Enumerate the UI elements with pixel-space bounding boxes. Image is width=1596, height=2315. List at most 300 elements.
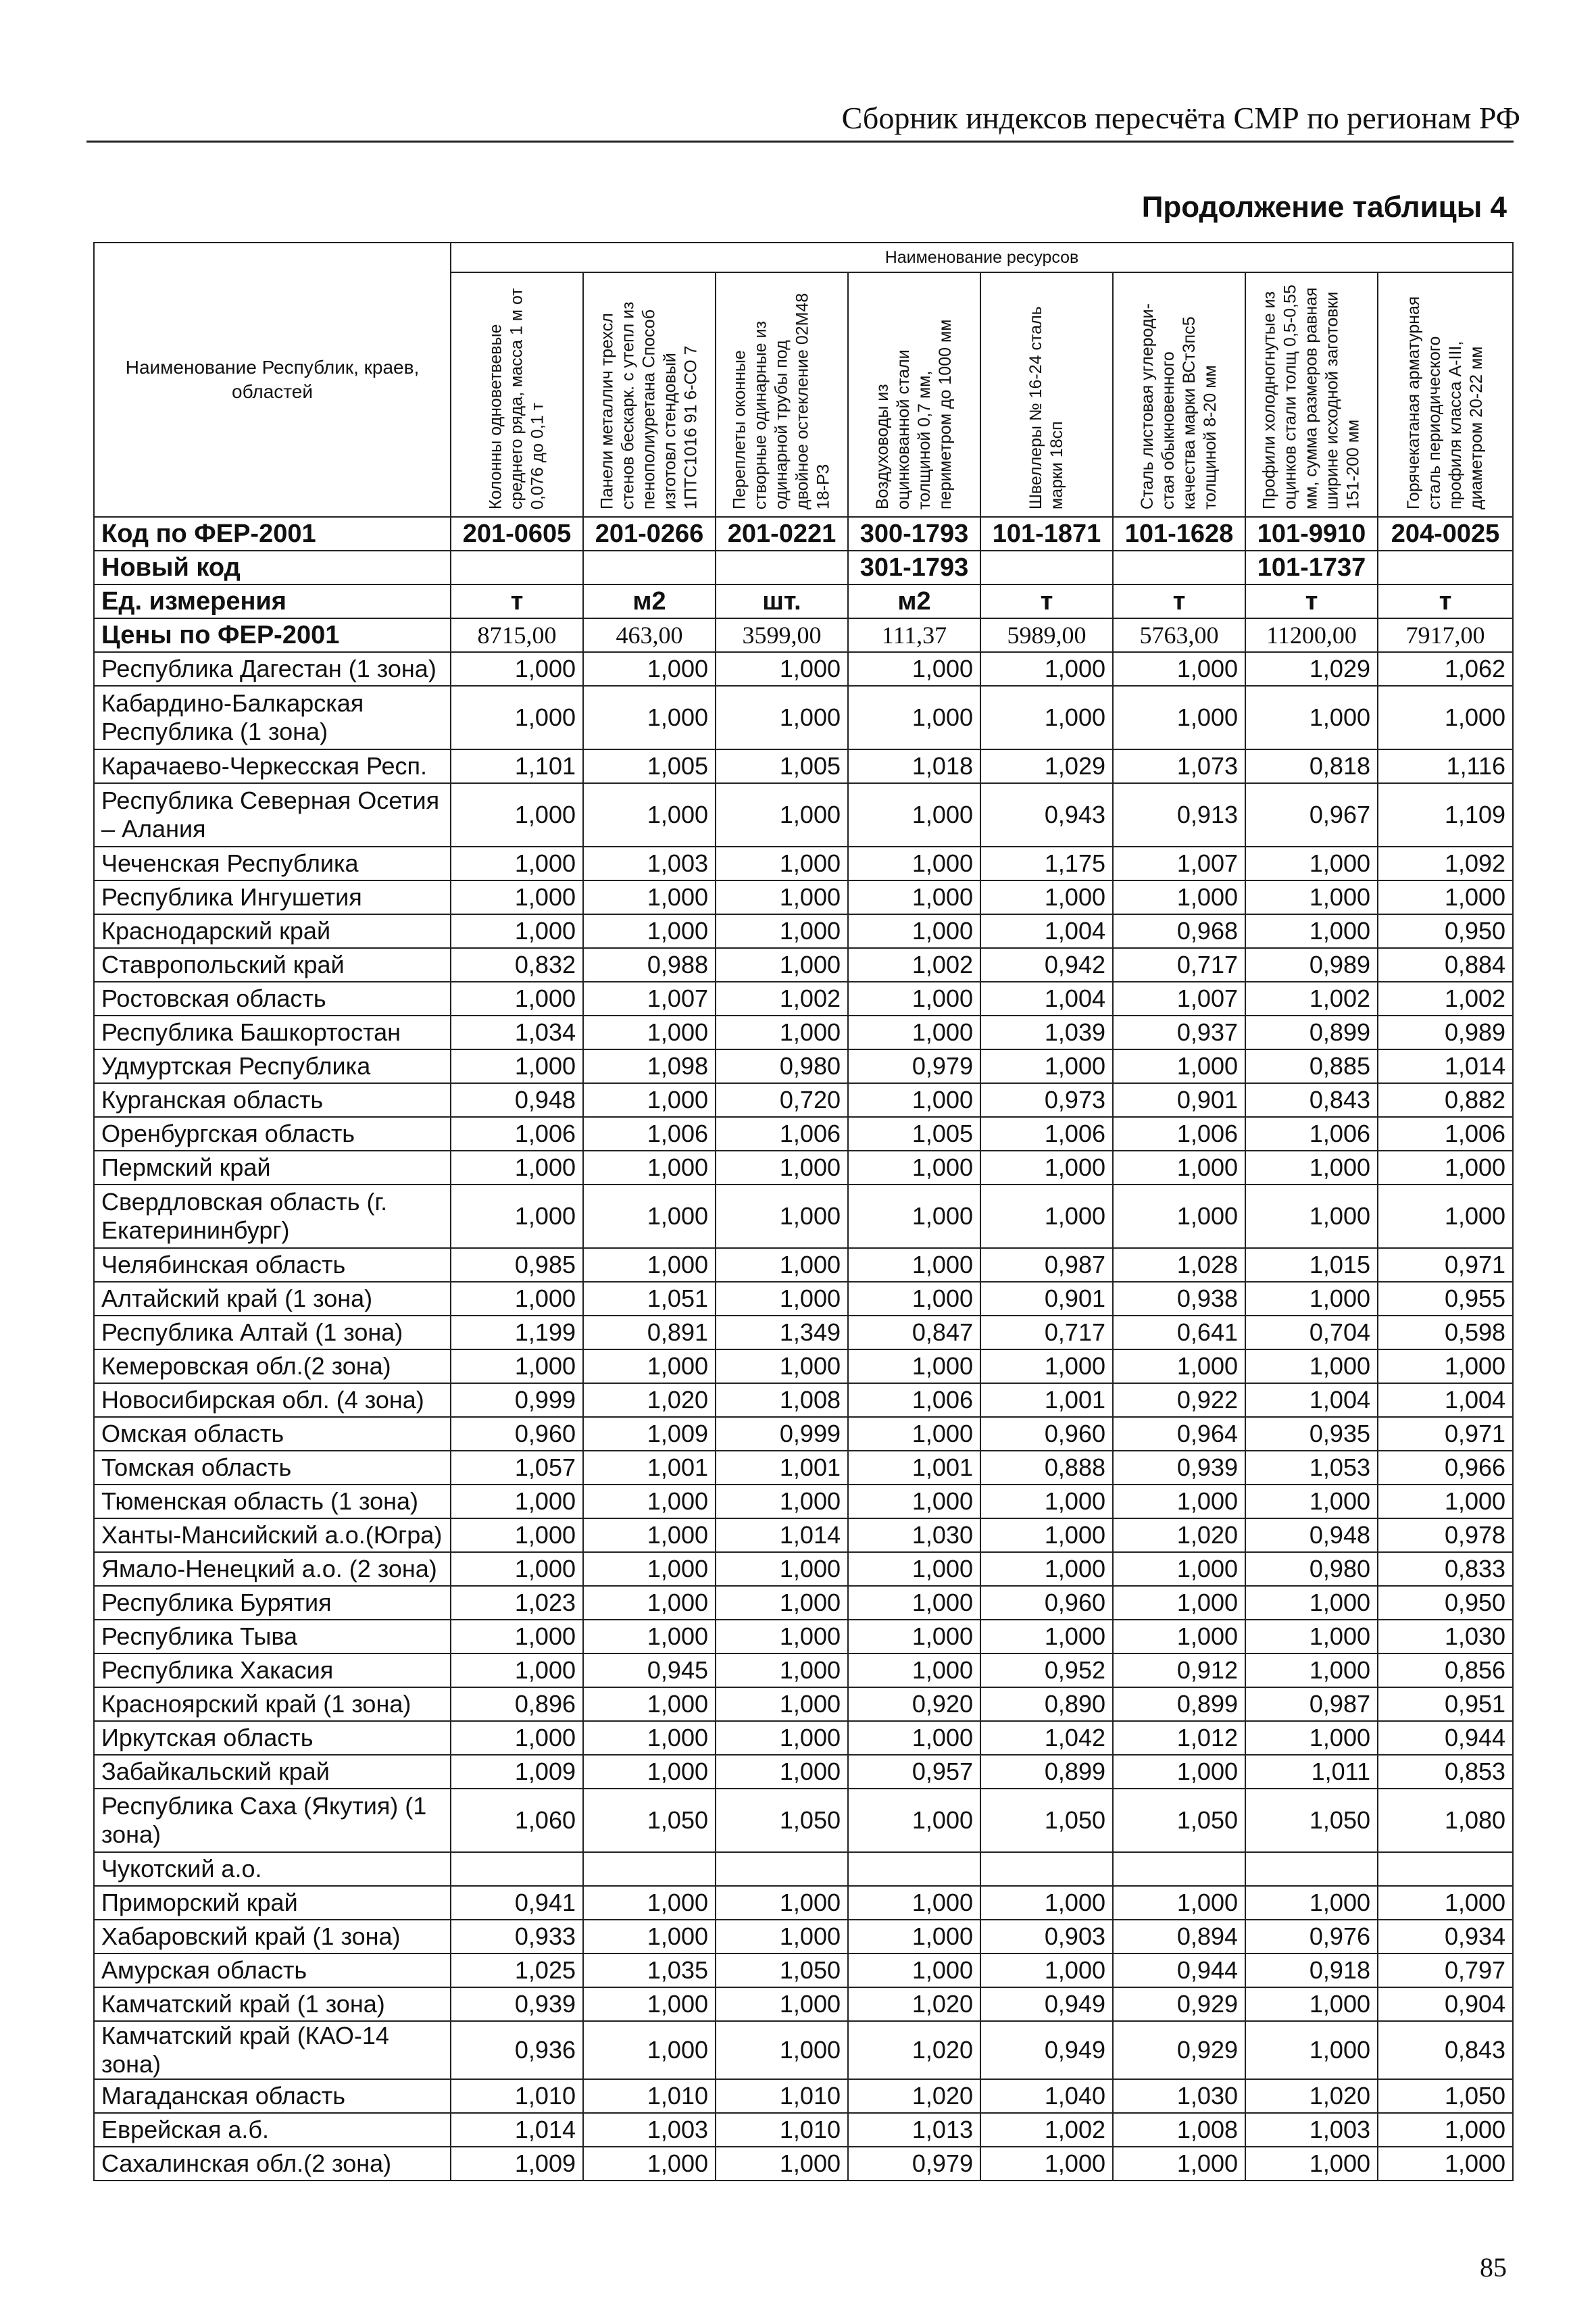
value-cell: 1,029 <box>1245 652 1378 686</box>
table-row <box>94 1049 1513 1083</box>
value-cell: 1,000 <box>848 1083 980 1117</box>
value-cell: 0,939 <box>451 1987 583 2021</box>
value-cell: 1,000 <box>583 1485 716 1518</box>
table-row <box>94 1518 1513 1552</box>
value-cell: 1,010 <box>716 2113 848 2147</box>
value-cell: 1,000 <box>716 1185 848 1248</box>
value-cell: 0,598 <box>1378 1316 1513 1349</box>
value-cell: 1,028 <box>1113 1248 1245 1282</box>
value-cell: 0,720 <box>716 1083 848 1117</box>
value-cell: 1,000 <box>583 1920 716 1953</box>
value-cell: 0,938 <box>1113 1282 1245 1316</box>
value-cell: 1,000 <box>1113 1586 1245 1620</box>
unit-cell: т <box>1113 584 1245 618</box>
value-cell: 1,000 <box>1245 880 1378 914</box>
value-cell <box>451 1852 583 1886</box>
value-cell: 1,004 <box>1378 1383 1513 1417</box>
value-cell: 1,030 <box>848 1518 980 1552</box>
value-cell: 1,000 <box>1378 1349 1513 1383</box>
value-cell: 1,035 <box>583 1953 716 1987</box>
value-cell: 0,960 <box>980 1417 1113 1451</box>
value-cell: 1,101 <box>451 749 583 783</box>
value-cell: 1,000 <box>848 1953 980 1987</box>
value-cell: 1,040 <box>980 2079 1113 2113</box>
region-name-cell: Иркутская область <box>94 1721 451 1755</box>
column-header-text: Горячекатаная арматурная сталь периодического профиля класса А-III, диаметром 20-22 мм <box>1404 296 1487 509</box>
value-cell: 0,704 <box>1245 1316 1378 1349</box>
table-row <box>94 847 1513 880</box>
value-cell: 0,922 <box>1113 1383 1245 1417</box>
price-cell: 5763,00 <box>1113 618 1245 652</box>
value-cell: 1,051 <box>583 1282 716 1316</box>
region-name-cell: Камчатский край (КАО-14 зона) <box>94 2021 451 2079</box>
price-cell: 111,37 <box>848 618 980 652</box>
value-cell: 1,001 <box>848 1451 980 1485</box>
value-cell: 1,020 <box>1113 1518 1245 1552</box>
value-cell: 1,000 <box>848 686 980 749</box>
value-cell: 1,000 <box>1113 1349 1245 1383</box>
region-name-cell: Республика Дагестан (1 зона) <box>94 652 451 686</box>
table-row <box>94 1485 1513 1518</box>
value-cell: 1,000 <box>980 1485 1113 1518</box>
value-cell: 1,000 <box>1378 1485 1513 1518</box>
value-cell: 1,000 <box>980 1886 1113 1920</box>
value-cell: 0,979 <box>848 1049 980 1083</box>
value-cell: 1,000 <box>451 847 583 880</box>
region-name-cell: Красноярский край (1 зона) <box>94 1687 451 1721</box>
value-cell: 1,000 <box>451 880 583 914</box>
value-cell: 1,000 <box>1113 1886 1245 1920</box>
value-cell: 1,010 <box>716 2079 848 2113</box>
value-cell: 0,920 <box>848 1687 980 1721</box>
value-cell: 1,050 <box>1113 1789 1245 1852</box>
value-cell: 1,000 <box>451 914 583 948</box>
column-header-text: Переплеты оконные створные одинарные из одинарной трубы под двойное остекление 02М48 18-РЗ <box>730 293 833 509</box>
value-cell: 1,000 <box>1113 2147 1245 2181</box>
value-cell: 1,014 <box>1378 1049 1513 1083</box>
value-cell: 0,882 <box>1378 1083 1513 1117</box>
value-cell: 1,004 <box>980 914 1113 948</box>
column-header-text: Панели металлич трехсл стенов бескарк. с утепл из пенополиуретана Способ изготовл стендовый 1ПТС1016 91 6-СО 7 <box>597 301 701 509</box>
region-name-cell: Ставропольский край <box>94 948 451 982</box>
column-header-cell <box>1245 272 1378 517</box>
row-header-cell: Наименование Республик, краев, областей <box>94 243 451 517</box>
region-name-cell: Республика Северная Осетия – Алания <box>94 783 451 847</box>
value-cell: 0,948 <box>451 1083 583 1117</box>
value-cell: 1,000 <box>848 1485 980 1518</box>
value-cell: 1,000 <box>716 1653 848 1687</box>
value-cell: 1,000 <box>848 1151 980 1185</box>
value-cell: 0,960 <box>451 1417 583 1451</box>
value-cell: 1,000 <box>451 1049 583 1083</box>
value-cell: 0,944 <box>1113 1953 1245 1987</box>
code-cell: 101-1871 <box>980 517 1113 551</box>
value-cell: 0,952 <box>980 1653 1113 1687</box>
value-cell: 1,050 <box>1378 2079 1513 2113</box>
region-name-cell: Республика Бурятия <box>94 1586 451 1620</box>
value-cell: 1,000 <box>1113 652 1245 686</box>
value-cell: 1,000 <box>980 652 1113 686</box>
table-row <box>94 2079 1513 2113</box>
unit-cell: м2 <box>848 584 980 618</box>
value-cell: 1,000 <box>848 847 980 880</box>
value-cell: 1,014 <box>451 2113 583 2147</box>
region-name-cell: Хабаровский край (1 зона) <box>94 1920 451 1953</box>
value-cell: 1,000 <box>716 652 848 686</box>
value-cell: 1,073 <box>1113 749 1245 783</box>
value-cell: 1,000 <box>848 1721 980 1755</box>
value-cell: 0,818 <box>1245 749 1378 783</box>
value-cell: 1,000 <box>1245 1185 1378 1248</box>
value-cell: 1,005 <box>716 749 848 783</box>
value-cell: 0,904 <box>1378 1987 1513 2021</box>
value-cell: 0,989 <box>1245 948 1378 982</box>
value-cell: 1,000 <box>1245 1485 1378 1518</box>
code-cell: 101-1628 <box>1113 517 1245 551</box>
region-name-cell: Оренбургская область <box>94 1117 451 1151</box>
code-cell: 201-0221 <box>716 517 848 551</box>
index-table <box>93 242 1514 2181</box>
value-cell: 0,988 <box>583 948 716 982</box>
region-name-cell: Алтайский край (1 зона) <box>94 1282 451 1316</box>
value-cell: 0,989 <box>1378 1016 1513 1049</box>
value-cell: 1,000 <box>1113 686 1245 749</box>
new-code-cell <box>1113 551 1245 584</box>
value-cell: 1,005 <box>583 749 716 783</box>
table-row <box>94 1383 1513 1417</box>
table-row <box>94 652 1513 686</box>
value-cell: 1,000 <box>716 1886 848 1920</box>
value-cell: 1,000 <box>1113 1485 1245 1518</box>
value-cell: 1,000 <box>848 1653 980 1687</box>
value-cell: 1,003 <box>583 2113 716 2147</box>
table-row <box>94 2113 1513 2147</box>
value-cell: 0,950 <box>1378 914 1513 948</box>
value-cell: 1,000 <box>716 1016 848 1049</box>
value-cell: 0,948 <box>1245 1518 1378 1552</box>
value-cell: 1,001 <box>716 1451 848 1485</box>
value-cell: 1,018 <box>848 749 980 783</box>
value-cell: 0,901 <box>1113 1083 1245 1117</box>
value-cell: 1,000 <box>980 1185 1113 1248</box>
value-cell: 1,000 <box>848 783 980 847</box>
value-cell: 1,000 <box>848 1586 980 1620</box>
value-cell: 1,006 <box>1245 1117 1378 1151</box>
price-cell: 3599,00 <box>716 618 848 652</box>
table-row <box>94 1083 1513 1117</box>
value-cell: 1,015 <box>1245 1248 1378 1282</box>
value-cell: 1,006 <box>980 1117 1113 1151</box>
region-name-cell: Забайкальский край <box>94 1755 451 1789</box>
value-cell: 1,006 <box>848 1383 980 1417</box>
code-cell: 201-0605 <box>451 517 583 551</box>
region-name-cell: Новосибирская обл. (4 зона) <box>94 1383 451 1417</box>
value-cell: 1,014 <box>716 1518 848 1552</box>
running-header: Сборник индексов пересчёта СМР по регионам РФ <box>841 101 1520 135</box>
price-row <box>94 618 1513 652</box>
value-cell: 0,884 <box>1378 948 1513 982</box>
value-cell: 1,000 <box>716 1721 848 1755</box>
value-cell: 1,000 <box>716 1620 848 1653</box>
value-cell: 1,000 <box>980 2147 1113 2181</box>
value-cell: 0,968 <box>1113 914 1245 948</box>
value-cell <box>1113 1852 1245 1886</box>
value-cell: 1,098 <box>583 1049 716 1083</box>
value-cell: 1,000 <box>1378 880 1513 914</box>
table-row <box>94 2147 1513 2181</box>
region-name-cell: Чеченская Республика <box>94 847 451 880</box>
value-cell: 0,853 <box>1378 1755 1513 1789</box>
table-row <box>94 1282 1513 1316</box>
value-cell: 0,832 <box>451 948 583 982</box>
value-cell: 1,011 <box>1245 1755 1378 1789</box>
new-code-cell <box>1378 551 1513 584</box>
value-cell: 1,000 <box>583 1755 716 1789</box>
region-name-cell: Еврейская а.б. <box>94 2113 451 2147</box>
value-cell: 1,000 <box>848 1185 980 1248</box>
value-cell: 1,000 <box>848 1789 980 1852</box>
value-cell: 1,000 <box>451 1282 583 1316</box>
column-header-text: Профили холодногнутые из оцинков стали толщ 0,5-0,55 мм, сумма размеров равная ширине исходной заготовки 151-200 мм <box>1260 284 1363 509</box>
value-cell: 1,000 <box>451 1349 583 1383</box>
value-cell: 1,000 <box>980 1953 1113 1987</box>
value-cell: 1,002 <box>980 2113 1113 2147</box>
value-cell: 1,000 <box>716 1687 848 1721</box>
unit-cell: т <box>980 584 1113 618</box>
new-code-cell <box>451 551 583 584</box>
value-cell: 0,941 <box>451 1886 583 1920</box>
price-cell: 463,00 <box>583 618 716 652</box>
code-label: Код по ФЕР-2001 <box>94 517 451 551</box>
value-cell: 0,942 <box>980 948 1113 982</box>
value-cell: 0,971 <box>1378 1248 1513 1282</box>
code-cell: 300-1793 <box>848 517 980 551</box>
value-cell: 1,023 <box>451 1586 583 1620</box>
value-cell: 0,967 <box>1245 783 1378 847</box>
region-name-cell: Приморский край <box>94 1886 451 1920</box>
table-row <box>94 1755 1513 1789</box>
table-row <box>94 1620 1513 1653</box>
region-name-cell: Чукотский а.о. <box>94 1852 451 1886</box>
value-cell: 1,000 <box>583 1518 716 1552</box>
region-name-cell: Республика Тыва <box>94 1620 451 1653</box>
value-cell: 1,000 <box>716 783 848 847</box>
unit-label: Ед. измерения <box>94 584 451 618</box>
value-cell: 1,006 <box>1378 1117 1513 1151</box>
column-header-text: Колонны одноветвевые среднего ряда, масса 1 м от 0,076 до 0,1 т <box>486 288 547 509</box>
value-cell: 0,949 <box>980 1987 1113 2021</box>
value-cell: 1,000 <box>1245 1349 1378 1383</box>
value-cell: 1,050 <box>1245 1789 1378 1852</box>
value-cell: 1,008 <box>716 1383 848 1417</box>
value-cell: 1,006 <box>1113 1117 1245 1151</box>
value-cell: 1,349 <box>716 1316 848 1349</box>
value-cell: 1,000 <box>716 686 848 749</box>
value-cell: 0,717 <box>1113 948 1245 982</box>
value-cell: 1,020 <box>1245 2079 1378 2113</box>
value-cell: 1,000 <box>848 1016 980 1049</box>
new-code-cell <box>980 551 1113 584</box>
price-label: Цены по ФЕР-2001 <box>94 618 451 652</box>
value-cell: 1,020 <box>848 1987 980 2021</box>
value-cell: 1,025 <box>451 1953 583 1987</box>
value-cell: 1,009 <box>451 1755 583 1789</box>
unit-cell: м2 <box>583 584 716 618</box>
value-cell: 1,000 <box>451 1620 583 1653</box>
new-code-cell <box>583 551 716 584</box>
value-cell: 1,000 <box>451 982 583 1016</box>
value-cell: 1,009 <box>583 1417 716 1451</box>
value-cell: 1,000 <box>1378 1151 1513 1185</box>
price-cell: 11200,00 <box>1245 618 1378 652</box>
value-cell: 1,000 <box>980 1049 1113 1083</box>
region-name-cell: Свердловская область (г. Екатерининбург) <box>94 1185 451 1248</box>
value-cell: 1,005 <box>848 1117 980 1151</box>
table-row <box>94 948 1513 982</box>
value-cell: 1,030 <box>1378 1620 1513 1653</box>
value-cell: 0,913 <box>1113 783 1245 847</box>
value-cell: 1,000 <box>848 652 980 686</box>
value-cell: 1,000 <box>1245 686 1378 749</box>
value-cell: 1,000 <box>716 1485 848 1518</box>
value-cell: 1,000 <box>451 1185 583 1248</box>
value-cell: 0,936 <box>451 2021 583 2079</box>
table-row <box>94 1349 1513 1383</box>
value-cell: 1,000 <box>848 1349 980 1383</box>
value-cell: 1,004 <box>980 982 1113 1016</box>
value-cell <box>980 1852 1113 1886</box>
value-cell: 0,980 <box>1245 1552 1378 1586</box>
value-cell: 1,000 <box>583 686 716 749</box>
value-cell: 1,000 <box>848 1248 980 1282</box>
value-cell: 0,843 <box>1378 2021 1513 2079</box>
value-cell: 1,050 <box>583 1789 716 1852</box>
value-cell: 1,000 <box>1245 2021 1378 2079</box>
value-cell: 1,060 <box>451 1789 583 1852</box>
value-cell: 0,949 <box>980 2021 1113 2079</box>
value-cell: 1,000 <box>451 652 583 686</box>
value-cell: 1,030 <box>1113 2079 1245 2113</box>
value-cell: 0,939 <box>1113 1451 1245 1485</box>
value-cell: 1,000 <box>848 1417 980 1451</box>
value-cell: 0,951 <box>1378 1687 1513 1721</box>
table-row <box>94 1687 1513 1721</box>
value-cell: 0,856 <box>1378 1653 1513 1687</box>
value-cell: 1,000 <box>583 2147 716 2181</box>
region-name-cell: Удмуртская Республика <box>94 1049 451 1083</box>
value-cell: 1,000 <box>716 1248 848 1282</box>
column-header-cell <box>980 272 1113 517</box>
value-cell: 0,843 <box>1245 1083 1378 1117</box>
value-cell: 1,000 <box>451 1151 583 1185</box>
value-cell: 1,000 <box>583 1083 716 1117</box>
value-cell: 1,000 <box>1245 1282 1378 1316</box>
value-cell: 1,000 <box>716 1586 848 1620</box>
value-cell: 1,000 <box>1245 2147 1378 2181</box>
value-cell: 0,929 <box>1113 1987 1245 2021</box>
value-cell: 1,000 <box>1113 1620 1245 1653</box>
value-cell: 1,004 <box>1245 1383 1378 1417</box>
value-cell: 1,000 <box>451 1518 583 1552</box>
value-cell: 1,000 <box>583 1687 716 1721</box>
value-cell: 1,007 <box>1113 982 1245 1016</box>
value-cell: 1,000 <box>1245 1886 1378 1920</box>
value-cell: 0,987 <box>980 1248 1113 1282</box>
value-cell: 1,000 <box>451 1485 583 1518</box>
value-cell: 1,057 <box>451 1451 583 1485</box>
value-cell: 1,000 <box>583 1620 716 1653</box>
value-cell: 0,894 <box>1113 1920 1245 1953</box>
value-cell: 0,929 <box>1113 2021 1245 2079</box>
value-cell: 1,109 <box>1378 783 1513 847</box>
new-code-cell: 301-1793 <box>848 551 980 584</box>
region-name-cell: Республика Алтай (1 зона) <box>94 1316 451 1349</box>
value-cell: 1,003 <box>1245 2113 1378 2147</box>
value-cell: 0,888 <box>980 1451 1113 1485</box>
value-cell: 0,971 <box>1378 1417 1513 1451</box>
value-cell: 1,003 <box>583 847 716 880</box>
value-cell <box>1245 1852 1378 1886</box>
unit-cell: т <box>451 584 583 618</box>
value-cell: 1,092 <box>1378 847 1513 880</box>
table-row <box>94 1920 1513 1953</box>
table-row <box>94 1552 1513 1586</box>
value-cell: 1,053 <box>1245 1451 1378 1485</box>
value-cell: 1,050 <box>980 1789 1113 1852</box>
region-name-cell: Пермский край <box>94 1151 451 1185</box>
value-cell: 1,001 <box>583 1451 716 1485</box>
value-cell: 0,899 <box>1245 1016 1378 1049</box>
value-cell: 0,999 <box>716 1417 848 1451</box>
region-name-cell: Челябинская область <box>94 1248 451 1282</box>
code-row <box>94 517 1513 551</box>
region-name-cell: Сахалинская обл.(2 зона) <box>94 2147 451 2181</box>
column-header-cell <box>451 272 583 517</box>
value-cell: 1,000 <box>1113 1185 1245 1248</box>
table-row <box>94 1451 1513 1485</box>
value-cell: 0,933 <box>451 1920 583 1953</box>
group-header-cell: Наименование ресурсов <box>451 243 1513 272</box>
value-cell: 1,034 <box>451 1016 583 1049</box>
price-cell: 7917,00 <box>1378 618 1513 652</box>
value-cell: 1,050 <box>716 1953 848 1987</box>
value-cell: 0,957 <box>848 1755 980 1789</box>
value-cell: 1,000 <box>1245 1653 1378 1687</box>
table-row <box>94 1886 1513 1920</box>
value-cell: 1,000 <box>716 847 848 880</box>
table-row <box>94 783 1513 847</box>
region-name-cell: Краснодарский край <box>94 914 451 948</box>
value-cell: 0,896 <box>451 1687 583 1721</box>
value-cell: 1,000 <box>583 1151 716 1185</box>
value-cell: 1,020 <box>848 2079 980 2113</box>
value-cell: 1,006 <box>583 1117 716 1151</box>
value-cell: 1,013 <box>848 2113 980 2147</box>
value-cell: 1,002 <box>1245 982 1378 1016</box>
value-cell: 1,002 <box>716 982 848 1016</box>
value-cell: 0,943 <box>980 783 1113 847</box>
value-cell: 1,000 <box>716 948 848 982</box>
value-cell: 0,999 <box>451 1383 583 1417</box>
column-header-text: Воздуховоды из оцинкованной стали толщиной 0,7 мм, периметром до 1000 мм <box>873 319 955 509</box>
value-cell: 0,912 <box>1113 1653 1245 1687</box>
unit-cell: т <box>1245 584 1378 618</box>
new-code-cell: 101-1737 <box>1245 551 1378 584</box>
table-row <box>94 1117 1513 1151</box>
value-cell: 0,935 <box>1245 1417 1378 1451</box>
value-cell: 1,000 <box>716 2021 848 2079</box>
value-cell: 1,000 <box>980 1552 1113 1586</box>
